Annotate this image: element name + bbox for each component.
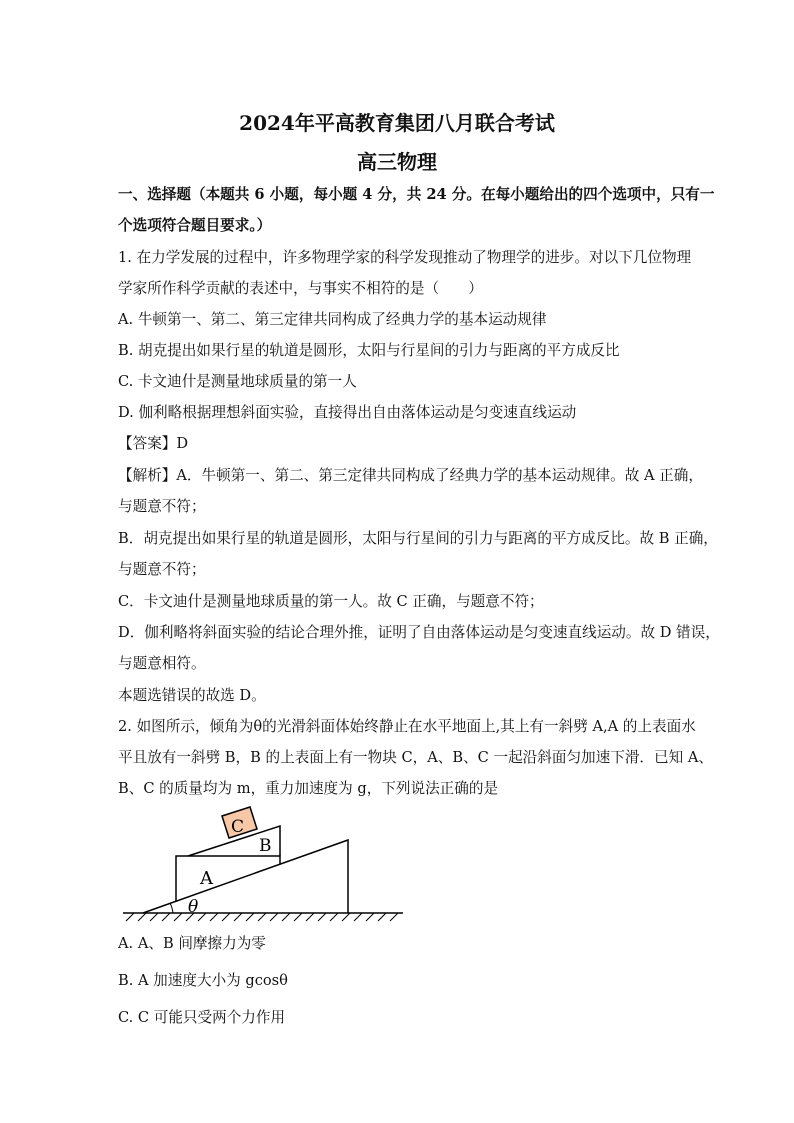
section-heading-line2: 个选项符合题目要求。） bbox=[118, 217, 272, 234]
q1-option-c: C. 卡文迪什是测量地球质量的第一人 bbox=[118, 373, 357, 390]
q1-conclusion: 本题选错误的故选 D。 bbox=[118, 687, 266, 704]
label-a: A bbox=[200, 868, 213, 889]
q1-explanation-line7: 与题意相符。 bbox=[118, 655, 206, 672]
q1-explanation-line4: 与题意不符； bbox=[118, 561, 206, 578]
q1-explanation-line3: B．胡克提出如果行星的轨道是圆形，太阳与行星间的引力与距离的平方成反比。故 B 正确， bbox=[118, 530, 718, 547]
q2-option-a: A. A、B 间摩擦力为零 bbox=[118, 935, 266, 952]
q1-stem-line2: 学家所作科学贡献的表述中，与事实不相符的是（ ） bbox=[118, 280, 483, 297]
q1-explanation-line6: D．伽利略将斜面实验的结论合理外推，证明了自由落体运动是匀变速直线运动。故 D 错误， bbox=[118, 624, 720, 641]
q2-option-b: B. A 加速度大小为 gcosθ bbox=[118, 972, 288, 989]
q1-stem-line1: 1. 在力学发展的过程中，许多物理学家的科学发现推动了物理学的进步。对以下几位物理 bbox=[118, 249, 692, 266]
q2-stem-line1: 2. 如图所示，倾角为θ的光滑斜面体始终静止在水平地面上,其上有一斜劈 A,A 的上表面水 bbox=[118, 718, 696, 735]
q1-explanation-line2: 与题意不符； bbox=[118, 498, 206, 515]
q2-stem-line3: B、C 的质量均为 m，重力加速度为 g，下列说法正确的是 bbox=[118, 780, 499, 797]
q1-option-b: B. 胡克提出如果行星的轨道是圆形，太阳与行星间的引力与距离的平方成反比 bbox=[118, 342, 620, 359]
wedge-a bbox=[176, 856, 280, 901]
label-c: C bbox=[231, 817, 245, 837]
label-b: B bbox=[259, 836, 272, 856]
incline-body bbox=[143, 840, 348, 913]
angle-arc bbox=[170, 903, 173, 913]
q2-stem-line2: 平且放有一斜劈 B，B 的上表面上有一物块 C，A、B、C 一起沿斜面匀加速下滑．已知 A、 bbox=[118, 749, 713, 766]
exam-subject: 高三物理 bbox=[357, 150, 437, 174]
q1-answer: 【答案】D bbox=[118, 435, 189, 452]
label-theta: θ bbox=[188, 897, 199, 917]
q1-option-d: D. 伽利略根据理想斜面实验，直接得出自由落体运动是匀变速直线运动 bbox=[118, 404, 577, 421]
exam-title: 2024年平高教育集团八月联合考试 bbox=[239, 111, 555, 135]
q1-explanation-line5: C．卡文迪什是测量地球质量的第一人。故 C 正确，与题意不符； bbox=[118, 593, 544, 610]
q2-option-c: C. C 可能只受两个力作用 bbox=[118, 1009, 286, 1026]
q1-option-a: A. 牛顿第一、第二、第三定律共同构成了经典力学的基本运动规律 bbox=[118, 311, 547, 328]
section-heading-line1: 一、选择题（本题共 6 小题，每小题 4 分，共 24 分。在每小题给出的四个选项中，只有一 bbox=[118, 186, 715, 203]
ground-hatching bbox=[126, 913, 398, 921]
q1-explanation-line1: 【解析】A．牛顿第一、第二、第三定律共同构成了经典力学的基本运动规律。故 A 正确， bbox=[118, 467, 703, 484]
incline-diagram bbox=[118, 800, 408, 930]
